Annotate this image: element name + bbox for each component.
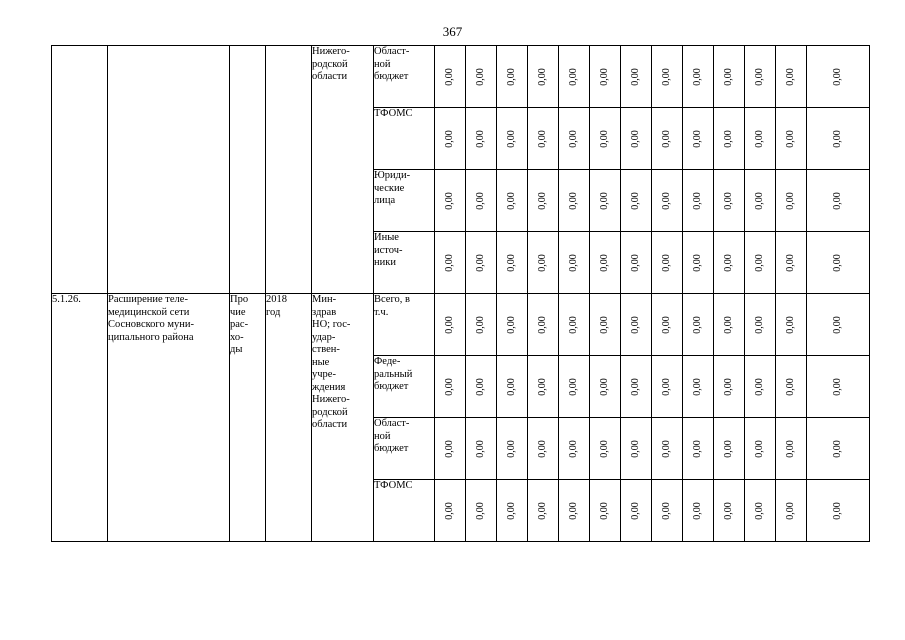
source-cell xyxy=(374,356,435,418)
value-cell xyxy=(745,232,776,294)
value-cell xyxy=(590,170,621,232)
value-text: 0,00 xyxy=(753,129,765,148)
value-text: 0,00 xyxy=(598,253,610,272)
value-cell xyxy=(590,294,621,356)
value-cell xyxy=(466,294,497,356)
value-cell xyxy=(621,108,652,170)
value-text: 0,00 xyxy=(474,129,486,148)
value-cell xyxy=(559,294,590,356)
value-text: 0,00 xyxy=(629,129,641,148)
value-cell xyxy=(714,46,745,108)
value-text: 0,00 xyxy=(629,315,641,334)
value-text: 0,00 xyxy=(691,377,703,396)
cell-line: чие xyxy=(230,306,246,318)
source-cell xyxy=(374,232,435,294)
value-text: 0,00 xyxy=(722,129,734,148)
value-cell xyxy=(559,232,590,294)
value-cell xyxy=(683,170,714,232)
value-text: 0,00 xyxy=(474,191,486,210)
value-cell xyxy=(435,232,466,294)
value-text: 0,00 xyxy=(443,191,455,210)
cell-line: ной xyxy=(374,430,391,442)
cell-line: родской xyxy=(312,406,348,418)
value-text: 0,00 xyxy=(629,439,641,458)
value-cell xyxy=(683,108,714,170)
value-cell xyxy=(435,480,466,542)
value-cell xyxy=(559,170,590,232)
value-cell xyxy=(621,232,652,294)
value-cell xyxy=(590,232,621,294)
value-text: 0,00 xyxy=(660,439,672,458)
value-text: 0,00 xyxy=(753,501,765,520)
cell-line: Мин- xyxy=(312,294,337,305)
value-cell xyxy=(528,480,559,542)
value-cell xyxy=(621,418,652,480)
value-cell xyxy=(528,170,559,232)
cell-line: лица xyxy=(374,195,396,206)
value-text: 0,00 xyxy=(567,67,579,86)
value-text: 0,00 xyxy=(598,191,610,210)
value-cell xyxy=(621,480,652,542)
cell-line: ципального района xyxy=(108,331,194,343)
value-text: 0,00 xyxy=(567,253,579,272)
value-text: 0,00 xyxy=(474,501,486,520)
cell-line: ческие xyxy=(374,182,405,194)
value-cell xyxy=(776,46,807,108)
value-text: 0,00 xyxy=(722,253,734,272)
value-text: 0,00 xyxy=(505,315,517,334)
source-cell xyxy=(374,480,435,542)
value-text: 0,00 xyxy=(505,501,517,520)
value-cell xyxy=(435,294,466,356)
value-text: 0,00 xyxy=(474,67,486,86)
value-cell xyxy=(435,170,466,232)
value-cell xyxy=(528,294,559,356)
value-text: 0,00 xyxy=(831,377,843,396)
value-text: 0,00 xyxy=(474,315,486,334)
expense-type-cell xyxy=(230,46,266,294)
value-text: 0,00 xyxy=(536,67,548,86)
source-cell xyxy=(374,294,435,356)
value-text: 0,00 xyxy=(629,253,641,272)
value-text: 0,00 xyxy=(660,315,672,334)
value-cell xyxy=(807,232,870,294)
value-cell xyxy=(497,232,528,294)
value-cell xyxy=(776,480,807,542)
value-cell xyxy=(590,356,621,418)
cell-line: ТФОМС xyxy=(374,108,413,119)
value-text: 0,00 xyxy=(660,253,672,272)
value-cell xyxy=(776,232,807,294)
value-text: 0,00 xyxy=(784,439,796,458)
value-text: 0,00 xyxy=(831,439,843,458)
value-cell xyxy=(497,356,528,418)
value-cell xyxy=(652,232,683,294)
value-cell xyxy=(652,46,683,108)
value-cell xyxy=(590,418,621,480)
value-cell xyxy=(776,170,807,232)
value-text: 0,00 xyxy=(753,377,765,396)
cell-line: НО; гос- xyxy=(312,319,351,330)
value-text: 0,00 xyxy=(831,253,843,272)
cell-line: Област- xyxy=(374,418,410,429)
cell-line: Феде- xyxy=(374,356,401,367)
value-text: 0,00 xyxy=(784,253,796,272)
value-cell xyxy=(435,418,466,480)
value-cell xyxy=(745,46,776,108)
value-text: 0,00 xyxy=(691,439,703,458)
value-text: 0,00 xyxy=(536,439,548,458)
cell-line: год xyxy=(266,306,281,318)
value-cell xyxy=(714,232,745,294)
value-text: 0,00 xyxy=(831,67,843,86)
value-text: 0,00 xyxy=(443,377,455,396)
value-text: 0,00 xyxy=(753,253,765,272)
value-text: 0,00 xyxy=(784,191,796,210)
value-text: 0,00 xyxy=(567,129,579,148)
value-cell xyxy=(745,356,776,418)
item-number: 5.1.26. xyxy=(52,294,81,305)
value-text: 0,00 xyxy=(753,439,765,458)
value-text: 0,00 xyxy=(660,501,672,520)
value-text: 0,00 xyxy=(691,191,703,210)
value-cell xyxy=(745,418,776,480)
value-text: 0,00 xyxy=(474,377,486,396)
cell-line: здрав xyxy=(312,306,337,318)
value-cell xyxy=(652,294,683,356)
year-cell xyxy=(266,46,312,294)
cell-line: ствен- xyxy=(312,344,340,355)
value-cell xyxy=(807,46,870,108)
cell-line: 2018 xyxy=(266,294,287,305)
value-text: 0,00 xyxy=(443,315,455,334)
value-cell xyxy=(497,294,528,356)
value-text: 0,00 xyxy=(536,377,548,396)
cell-line: удар- xyxy=(312,331,336,343)
value-text: 0,00 xyxy=(629,501,641,520)
value-text: 0,00 xyxy=(831,315,843,334)
value-text: 0,00 xyxy=(784,377,796,396)
value-text: 0,00 xyxy=(660,377,672,396)
value-text: 0,00 xyxy=(784,67,796,86)
value-text: 0,00 xyxy=(691,67,703,86)
value-cell xyxy=(528,108,559,170)
cell-line: Нижего- xyxy=(312,394,350,405)
cell-line: хо- xyxy=(230,331,244,343)
value-text: 0,00 xyxy=(784,315,796,334)
cell-line: Сосновского муни- xyxy=(108,319,194,330)
value-text: 0,00 xyxy=(598,315,610,334)
cell-line: области xyxy=(312,419,348,430)
value-text: 0,00 xyxy=(722,377,734,396)
value-cell xyxy=(683,356,714,418)
cell-line: бюджет xyxy=(374,381,409,392)
cell-line: области xyxy=(312,71,348,82)
value-cell xyxy=(621,170,652,232)
value-cell xyxy=(652,108,683,170)
source-cell xyxy=(374,170,435,232)
value-cell xyxy=(466,170,497,232)
value-cell xyxy=(683,232,714,294)
value-cell xyxy=(807,356,870,418)
value-cell xyxy=(621,294,652,356)
value-cell xyxy=(466,232,497,294)
value-cell xyxy=(466,356,497,418)
cell-line: источ- xyxy=(374,244,403,256)
value-cell xyxy=(807,108,870,170)
value-text: 0,00 xyxy=(567,377,579,396)
value-text: 0,00 xyxy=(536,315,548,334)
budget-table xyxy=(51,45,870,542)
value-cell xyxy=(559,480,590,542)
value-cell xyxy=(466,108,497,170)
value-text: 0,00 xyxy=(831,191,843,210)
value-cell xyxy=(776,294,807,356)
cell-line: Всего, в xyxy=(374,294,410,305)
value-text: 0,00 xyxy=(753,67,765,86)
responsible-cell xyxy=(312,294,374,542)
cell-line: ные xyxy=(312,356,330,368)
value-text: 0,00 xyxy=(722,439,734,458)
value-cell xyxy=(590,480,621,542)
value-text: 0,00 xyxy=(474,439,486,458)
value-cell xyxy=(807,170,870,232)
value-cell xyxy=(807,294,870,356)
value-text: 0,00 xyxy=(567,191,579,210)
cell-line: Област- xyxy=(374,46,410,57)
expense-type-cell xyxy=(230,294,266,542)
name-cell xyxy=(108,294,230,542)
value-text: 0,00 xyxy=(753,191,765,210)
value-cell xyxy=(652,418,683,480)
value-cell xyxy=(435,356,466,418)
value-text: 0,00 xyxy=(443,129,455,148)
table-row xyxy=(52,46,870,108)
cell-line: Иные xyxy=(374,232,399,243)
value-text: 0,00 xyxy=(598,501,610,520)
value-text: 0,00 xyxy=(598,377,610,396)
value-text: 0,00 xyxy=(691,253,703,272)
value-text: 0,00 xyxy=(722,191,734,210)
value-cell xyxy=(745,480,776,542)
value-cell xyxy=(776,108,807,170)
value-cell xyxy=(497,480,528,542)
value-cell xyxy=(652,480,683,542)
cell-line: ТФОМС xyxy=(374,480,413,491)
value-cell xyxy=(714,170,745,232)
value-cell xyxy=(466,418,497,480)
value-text: 0,00 xyxy=(784,501,796,520)
value-cell xyxy=(714,480,745,542)
cell-line: Про xyxy=(230,294,249,305)
value-text: 0,00 xyxy=(505,129,517,148)
value-cell xyxy=(683,480,714,542)
value-cell xyxy=(590,46,621,108)
cell-line: родской xyxy=(312,58,348,70)
value-cell xyxy=(683,294,714,356)
value-text: 0,00 xyxy=(629,191,641,210)
value-text: 0,00 xyxy=(567,439,579,458)
source-cell xyxy=(374,108,435,170)
responsible-cell xyxy=(312,46,374,294)
value-cell xyxy=(745,294,776,356)
value-text: 0,00 xyxy=(505,253,517,272)
value-text: 0,00 xyxy=(691,315,703,334)
value-text: 0,00 xyxy=(722,315,734,334)
value-cell xyxy=(528,46,559,108)
value-cell xyxy=(745,108,776,170)
name-cell xyxy=(108,46,230,294)
value-cell xyxy=(497,108,528,170)
value-text: 0,00 xyxy=(629,67,641,86)
table-row xyxy=(52,294,870,356)
cell-line: Юриди- xyxy=(374,170,411,181)
value-cell xyxy=(745,170,776,232)
value-cell xyxy=(497,170,528,232)
page-number: 367 xyxy=(442,24,463,39)
value-text: 0,00 xyxy=(660,191,672,210)
cell-line: т.ч. xyxy=(374,306,389,318)
cell-line: ждения xyxy=(312,381,346,393)
value-cell xyxy=(559,108,590,170)
number-cell xyxy=(52,294,108,542)
cell-line: рас- xyxy=(230,319,249,330)
value-text: 0,00 xyxy=(831,129,843,148)
value-text: 0,00 xyxy=(660,67,672,86)
value-cell xyxy=(497,46,528,108)
value-text: 0,00 xyxy=(831,501,843,520)
cell-line: ральный xyxy=(374,368,413,380)
value-text: 0,00 xyxy=(598,439,610,458)
cell-line: ды xyxy=(230,344,243,355)
value-cell xyxy=(621,46,652,108)
value-text: 0,00 xyxy=(443,253,455,272)
value-cell xyxy=(621,356,652,418)
value-text: 0,00 xyxy=(598,129,610,148)
value-cell xyxy=(528,418,559,480)
value-text: 0,00 xyxy=(722,67,734,86)
value-cell xyxy=(528,232,559,294)
value-cell xyxy=(776,356,807,418)
value-cell xyxy=(528,356,559,418)
value-cell xyxy=(807,480,870,542)
value-cell xyxy=(466,480,497,542)
value-text: 0,00 xyxy=(536,501,548,520)
cell-line: ной xyxy=(374,58,391,70)
value-text: 0,00 xyxy=(443,67,455,86)
value-text: 0,00 xyxy=(691,129,703,148)
value-cell xyxy=(497,418,528,480)
value-text: 0,00 xyxy=(536,129,548,148)
source-cell xyxy=(374,46,435,108)
cell-line: Нижего- xyxy=(312,46,350,57)
value-text: 0,00 xyxy=(660,129,672,148)
year-cell xyxy=(266,294,312,542)
value-cell xyxy=(466,46,497,108)
value-text: 0,00 xyxy=(505,191,517,210)
value-text: 0,00 xyxy=(474,253,486,272)
value-cell xyxy=(807,418,870,480)
value-text: 0,00 xyxy=(722,501,734,520)
value-text: 0,00 xyxy=(443,501,455,520)
value-text: 0,00 xyxy=(505,67,517,86)
number-cell xyxy=(52,46,108,294)
value-text: 0,00 xyxy=(567,315,579,334)
value-text: 0,00 xyxy=(691,501,703,520)
value-cell xyxy=(652,356,683,418)
cell-line: ники xyxy=(374,257,396,268)
value-cell xyxy=(590,108,621,170)
value-text: 0,00 xyxy=(598,67,610,86)
value-cell xyxy=(435,108,466,170)
value-cell xyxy=(652,170,683,232)
value-cell xyxy=(559,46,590,108)
value-text: 0,00 xyxy=(536,253,548,272)
value-cell xyxy=(683,46,714,108)
value-cell xyxy=(714,356,745,418)
value-text: 0,00 xyxy=(443,439,455,458)
cell-line: учре- xyxy=(312,369,336,380)
value-cell xyxy=(776,418,807,480)
cell-line: бюджет xyxy=(374,443,409,454)
value-text: 0,00 xyxy=(629,377,641,396)
value-text: 0,00 xyxy=(567,501,579,520)
value-cell xyxy=(559,418,590,480)
source-cell xyxy=(374,418,435,480)
value-text: 0,00 xyxy=(753,315,765,334)
value-cell xyxy=(683,418,714,480)
value-cell xyxy=(714,294,745,356)
value-cell xyxy=(559,356,590,418)
value-text: 0,00 xyxy=(505,439,517,458)
value-cell xyxy=(714,108,745,170)
value-cell xyxy=(435,46,466,108)
value-cell xyxy=(714,418,745,480)
cell-line: бюджет xyxy=(374,71,409,82)
value-text: 0,00 xyxy=(505,377,517,396)
value-text: 0,00 xyxy=(784,129,796,148)
cell-line: Расширение теле- xyxy=(108,294,188,305)
cell-line: медицинской сети xyxy=(108,306,190,318)
value-text: 0,00 xyxy=(536,191,548,210)
